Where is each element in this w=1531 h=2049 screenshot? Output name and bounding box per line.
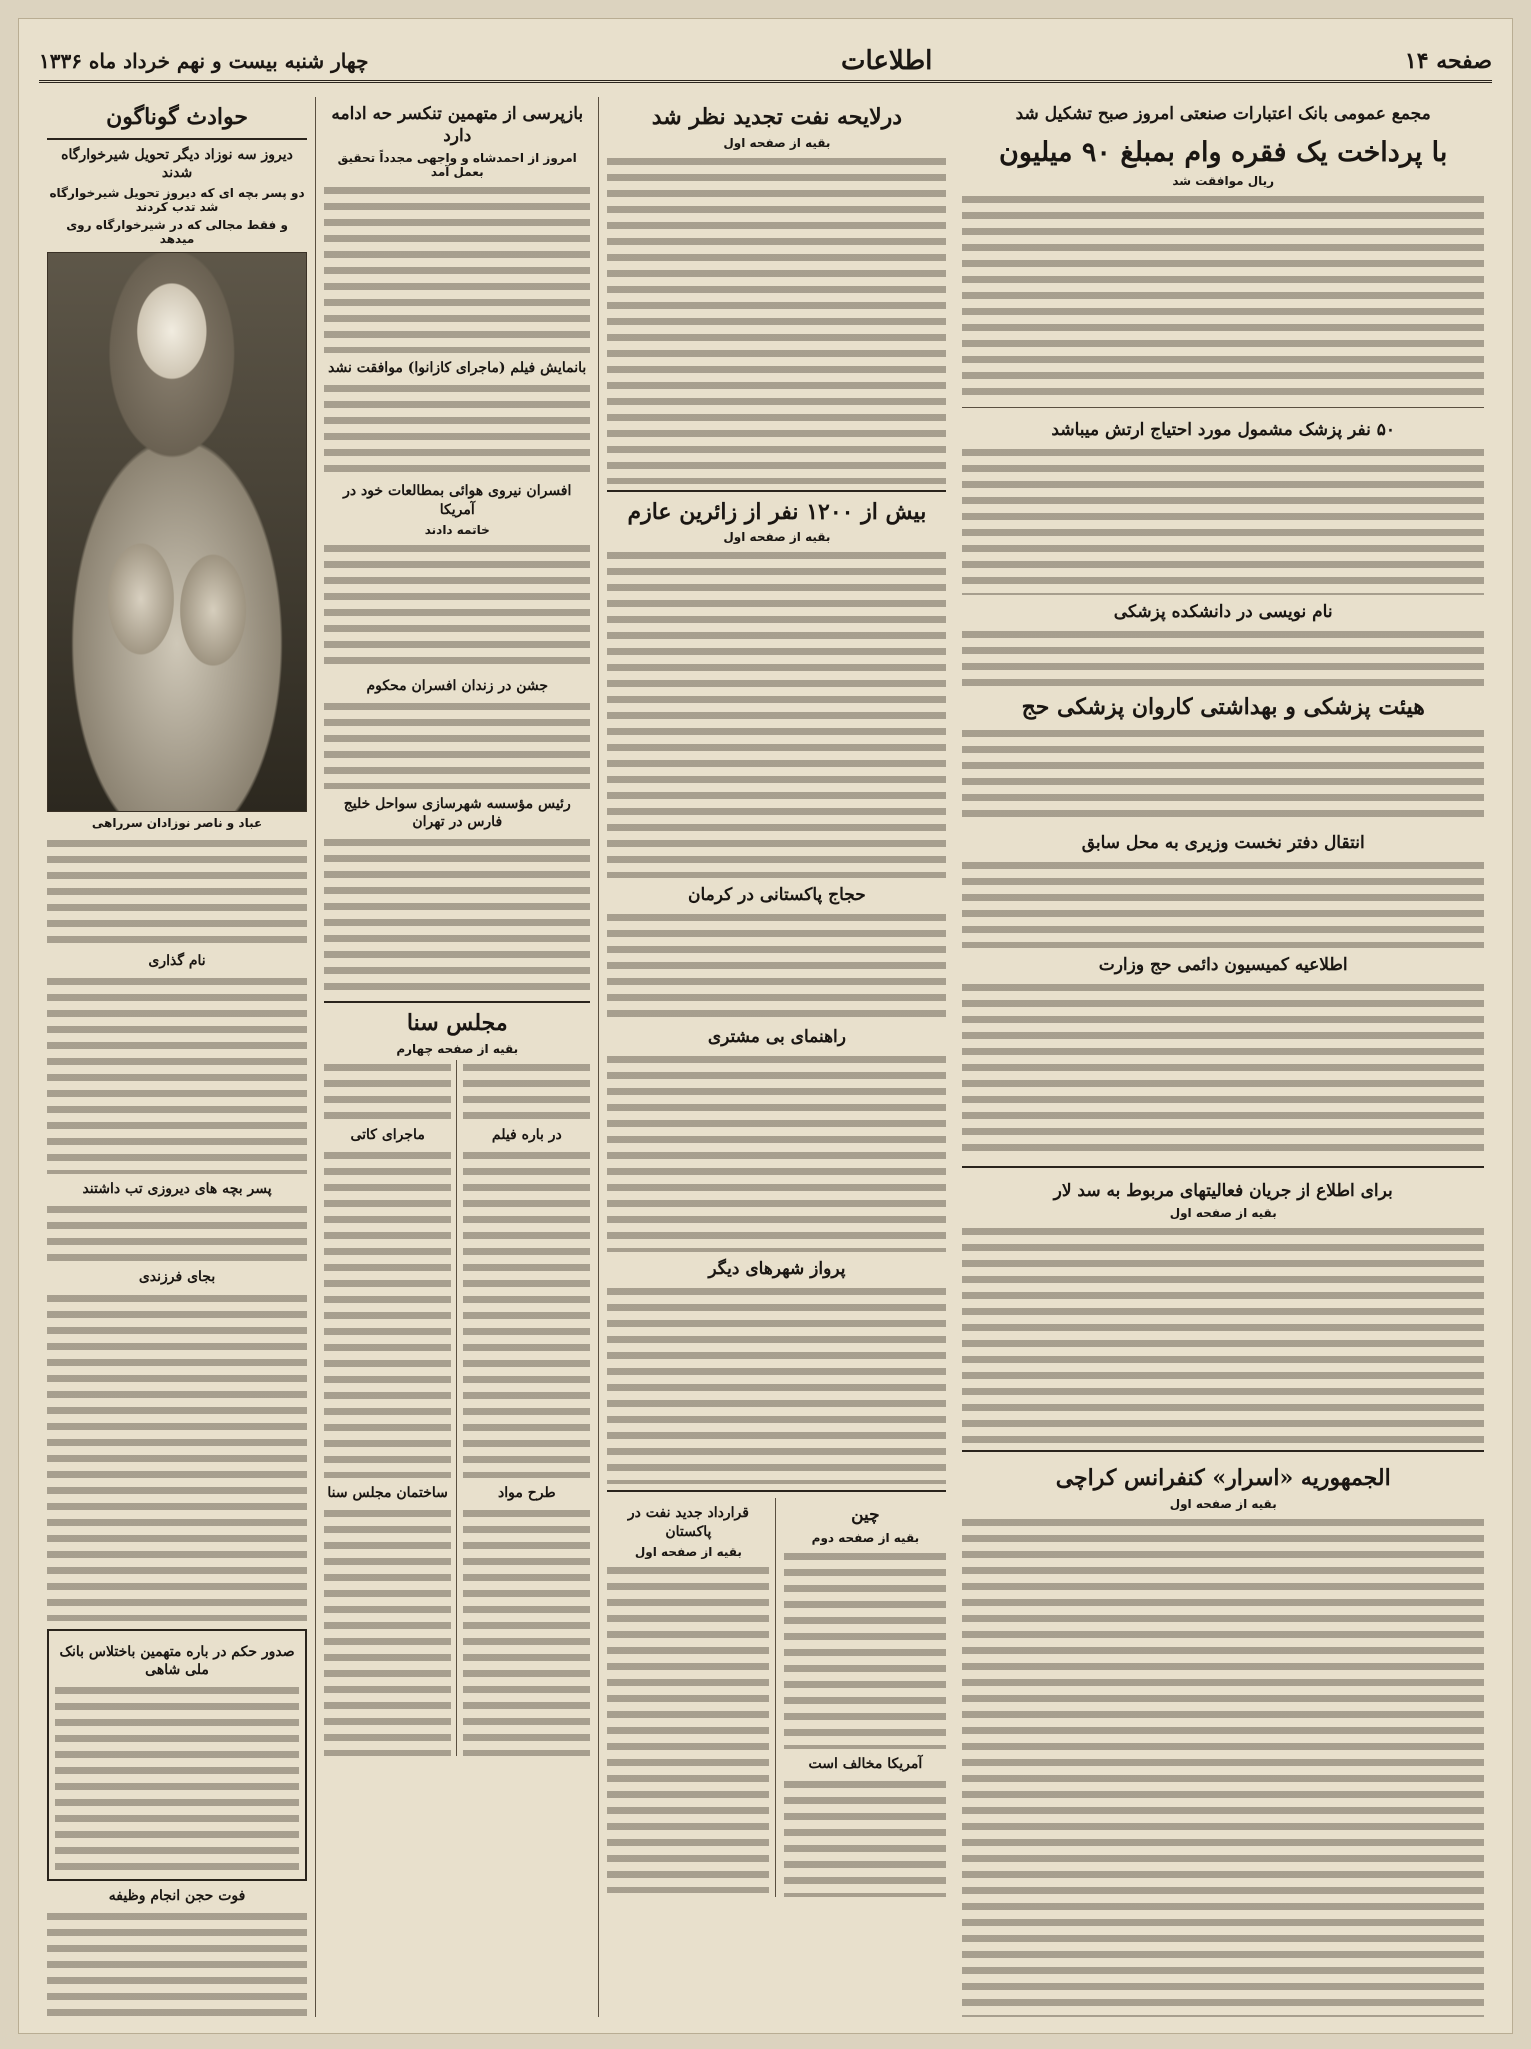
article-title: الجمهوریه «اسرار» کنفرانس کراچی [1055,1465,1391,1492]
article-body [962,1515,1484,2017]
article-title: انتقال دفتر نخست وزیری به محل سابق [1081,832,1365,853]
article-body [784,1777,946,1897]
article-title: پرواز شهرهای دیگر [708,1259,846,1280]
article-title: رئیس مؤسسه شهرسازی سواحل خلیج فارس در تهران [343,795,571,831]
article-body [607,910,946,1020]
column-center-left [315,97,598,2017]
article-body [962,445,1484,595]
article-title: پسر بچه های دیروزی تب داشتند [82,1181,272,1198]
article-title: قرارداد جدید نفت در پاکستان [627,1505,749,1540]
article-title: اطلاعیه کمیسیون دائمی حج وزارت [1098,955,1348,976]
article-title: در باره فیلم [491,1126,562,1143]
article-subtitle: بقیه از صفحه اول [723,135,831,150]
article-title: برای اطلاع از جریان فعالیتهای مربوط به سد لار [1053,1181,1393,1202]
article-body [47,1202,307,1262]
article-body [324,1506,451,1756]
page-number: صفحه ۱۴ [1404,47,1492,74]
boxed-article [47,1629,307,1881]
article-body [324,1060,451,1120]
article-title: هیئت پزشکی و بهداشتی کاروان پزشکی حج [1021,694,1425,721]
article-title: راهنمای بی مشتری [707,1027,846,1048]
article-subtitle: و فقط مجالی که در شیرخوارگاه روی میدهد [66,217,288,246]
column-left [39,97,315,2017]
article-subtitle: خاتمه دادند [424,522,490,537]
column-right [954,97,1492,2017]
article-body [324,1148,451,1478]
article-title: صدور حکم در باره متهمین باختلاس بانک ملی شاهی [59,1643,295,1678]
article-body [47,974,307,1174]
article-body [607,1052,946,1252]
article-title: نام گذاری [148,952,206,969]
article-body [962,858,1484,948]
article-body [784,1549,946,1749]
article-body [47,836,307,946]
article-title: ساختمان مجلس سنا [327,1485,448,1502]
article-title: نام نویسی در دانشکده پزشکی [1113,602,1333,623]
article-body [324,541,590,671]
article-subtitle: بقیه از صفحه اول [723,530,831,545]
photo-caption: عباد و ناصر نوزادان سرراهی [91,815,263,830]
article-subtitle: دو پسر بچه ای که دیروز تحویل شیرخوارگاه شد تدب کردند [49,185,305,214]
article-body [962,192,1484,402]
article-title: بازپرسی از متهمین تنکسر حه ادامه دارد [331,104,584,147]
columns [39,97,1492,2017]
article-body [962,1224,1484,1444]
article-title: بجای فرزندی [138,1269,216,1286]
article-body [962,627,1484,687]
article-body [324,699,590,789]
article-body [607,1563,769,1893]
article-title: افسران نیروی هوائی بمطالعات خود در آمریکا [343,483,572,518]
article-body [463,1060,590,1120]
article-body [463,1506,590,1756]
article-title: آمریکا مخالف است [808,1755,923,1772]
column-center-right [598,97,954,2017]
article-body [324,835,590,995]
article-title: مجلس سنا [406,1010,508,1037]
article-body [324,381,590,476]
article-body [463,1148,590,1478]
news-photo [47,252,307,812]
section-title: حوادث گوناگون [106,104,248,130]
article-subtitle: بقیه از صفحه دوم [811,1530,920,1545]
article-title: چین [851,1505,880,1526]
article-body [55,1683,299,1873]
article-title: بانمایش فیلم (ماجرای کازانوا) موافقت نشد [328,360,587,377]
article-title: ماجرای کاتی [350,1126,425,1143]
article-title: دیروز سه نوزاد دیگر تحویل شیرخوارگاه شدند [61,146,293,181]
article-title: با پرداخت یک فقره وام بمبلغ ۹۰ میلیون [999,137,1448,169]
article-body [47,1909,307,2017]
newspaper-name: اطلاعات [841,45,933,76]
article-title: فوت حجن انجام وظیفه [108,1887,246,1904]
article-title: ۵۰ نفر پزشک مشمول مورد احتیاج ارتش میباشد [1051,420,1395,441]
article-body [607,548,946,878]
article-subtitle: ریال موافقت شد [1172,174,1275,189]
article-body [47,1291,307,1621]
article-body [962,980,1484,1160]
article-body [607,1284,946,1484]
article-title: حجاج پاکستانی در کرمان [688,885,866,906]
article-body [607,154,946,484]
article-kicker: مجمع عمومی بانک اعتبارات صنعتی امروز صبح تشکیل شد [1015,104,1431,124]
article-body [324,183,590,353]
article-subtitle: بقیه از صفحه اول [634,1544,742,1559]
article-subtitle: بقیه از صفحه چهارم [396,1041,519,1056]
article-title: طرح مواد [498,1485,556,1502]
newspaper-page [18,18,1513,2034]
masthead [39,41,1492,83]
date-line: چهار شنبه بیست و نهم خرداد ماه ۱۳۳۶ [39,48,369,73]
article-body [962,726,1484,826]
article-subtitle: بقیه از صفحه اول [1169,1496,1277,1511]
article-title: درلایحه نفت تجدید نظر شد [651,104,903,130]
article-subtitle: بقیه از صفحه اول [1169,1206,1277,1221]
article-title: بیش از ۱۲۰۰ نفر از زائرین عازم [627,498,927,525]
article-subtitle: امروز از احمدشاه و واجهی مجدداً تحقیق بعمل آمد [337,151,577,180]
article-title: جشن در زندان افسران محکوم [366,677,549,694]
